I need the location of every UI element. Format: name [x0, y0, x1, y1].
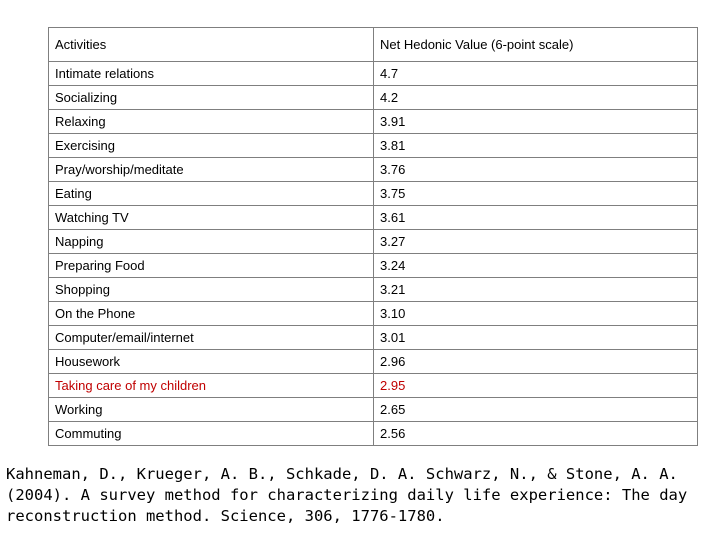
value-cell: 3.24 — [374, 254, 698, 278]
value-cell: 2.96 — [374, 350, 698, 374]
table-row — [49, 374, 698, 398]
hedonic-value-table — [48, 27, 698, 446]
value-cell: 3.61 — [374, 206, 698, 230]
activity-cell: On the Phone — [49, 302, 374, 326]
activity-cell: Computer/email/internet — [49, 326, 374, 350]
table-row — [49, 182, 698, 206]
header-activities: Activities — [49, 28, 374, 62]
table-row — [49, 134, 698, 158]
value-cell: 3.10 — [374, 302, 698, 326]
table-row — [49, 62, 698, 86]
value-cell: 4.7 — [374, 62, 698, 86]
table-row — [49, 254, 698, 278]
value-cell: 3.91 — [374, 110, 698, 134]
activity-cell: Commuting — [49, 422, 374, 446]
value-cell: 2.95 — [374, 374, 698, 398]
citation: Kahneman, D., Krueger, A. B., Schkade, D. A. Schwarz, N., & Stone, A. A. (2004). A survey method for characterizing daily life experience: The day reconstruction method. Science, 306, 1776-1780. — [6, 465, 688, 525]
activity-cell: Napping — [49, 230, 374, 254]
activity-cell: Housework — [49, 350, 374, 374]
value-cell: 3.27 — [374, 230, 698, 254]
value-cell: 4.2 — [374, 86, 698, 110]
table-row — [49, 230, 698, 254]
activity-cell: Intimate relations — [49, 62, 374, 86]
activity-cell: Pray/worship/meditate — [49, 158, 374, 182]
activity-cell: Eating — [49, 182, 374, 206]
table-row — [49, 278, 698, 302]
value-cell: 2.56 — [374, 422, 698, 446]
activity-cell: Taking care of my children — [49, 374, 374, 398]
activity-cell: Watching TV — [49, 206, 374, 230]
value-cell: 2.65 — [374, 398, 698, 422]
activity-cell: Shopping — [49, 278, 374, 302]
value-cell: 3.21 — [374, 278, 698, 302]
table-row — [49, 158, 698, 182]
activity-cell: Exercising — [49, 134, 374, 158]
activity-cell: Socializing — [49, 86, 374, 110]
activity-cell: Preparing Food — [49, 254, 374, 278]
table-header-row — [49, 28, 698, 62]
value-cell: 3.81 — [374, 134, 698, 158]
activity-cell: Relaxing — [49, 110, 374, 134]
value-cell: 3.76 — [374, 158, 698, 182]
value-cell: 3.01 — [374, 326, 698, 350]
table-row — [49, 398, 698, 422]
activity-cell: Working — [49, 398, 374, 422]
table-row — [49, 302, 698, 326]
table-row — [49, 326, 698, 350]
table-row — [49, 110, 698, 134]
table-row — [49, 206, 698, 230]
header-net-hedonic-value: Net Hedonic Value (6-point scale) — [374, 28, 698, 62]
table-row — [49, 86, 698, 110]
table-row — [49, 422, 698, 446]
table-row — [49, 350, 698, 374]
value-cell: 3.75 — [374, 182, 698, 206]
